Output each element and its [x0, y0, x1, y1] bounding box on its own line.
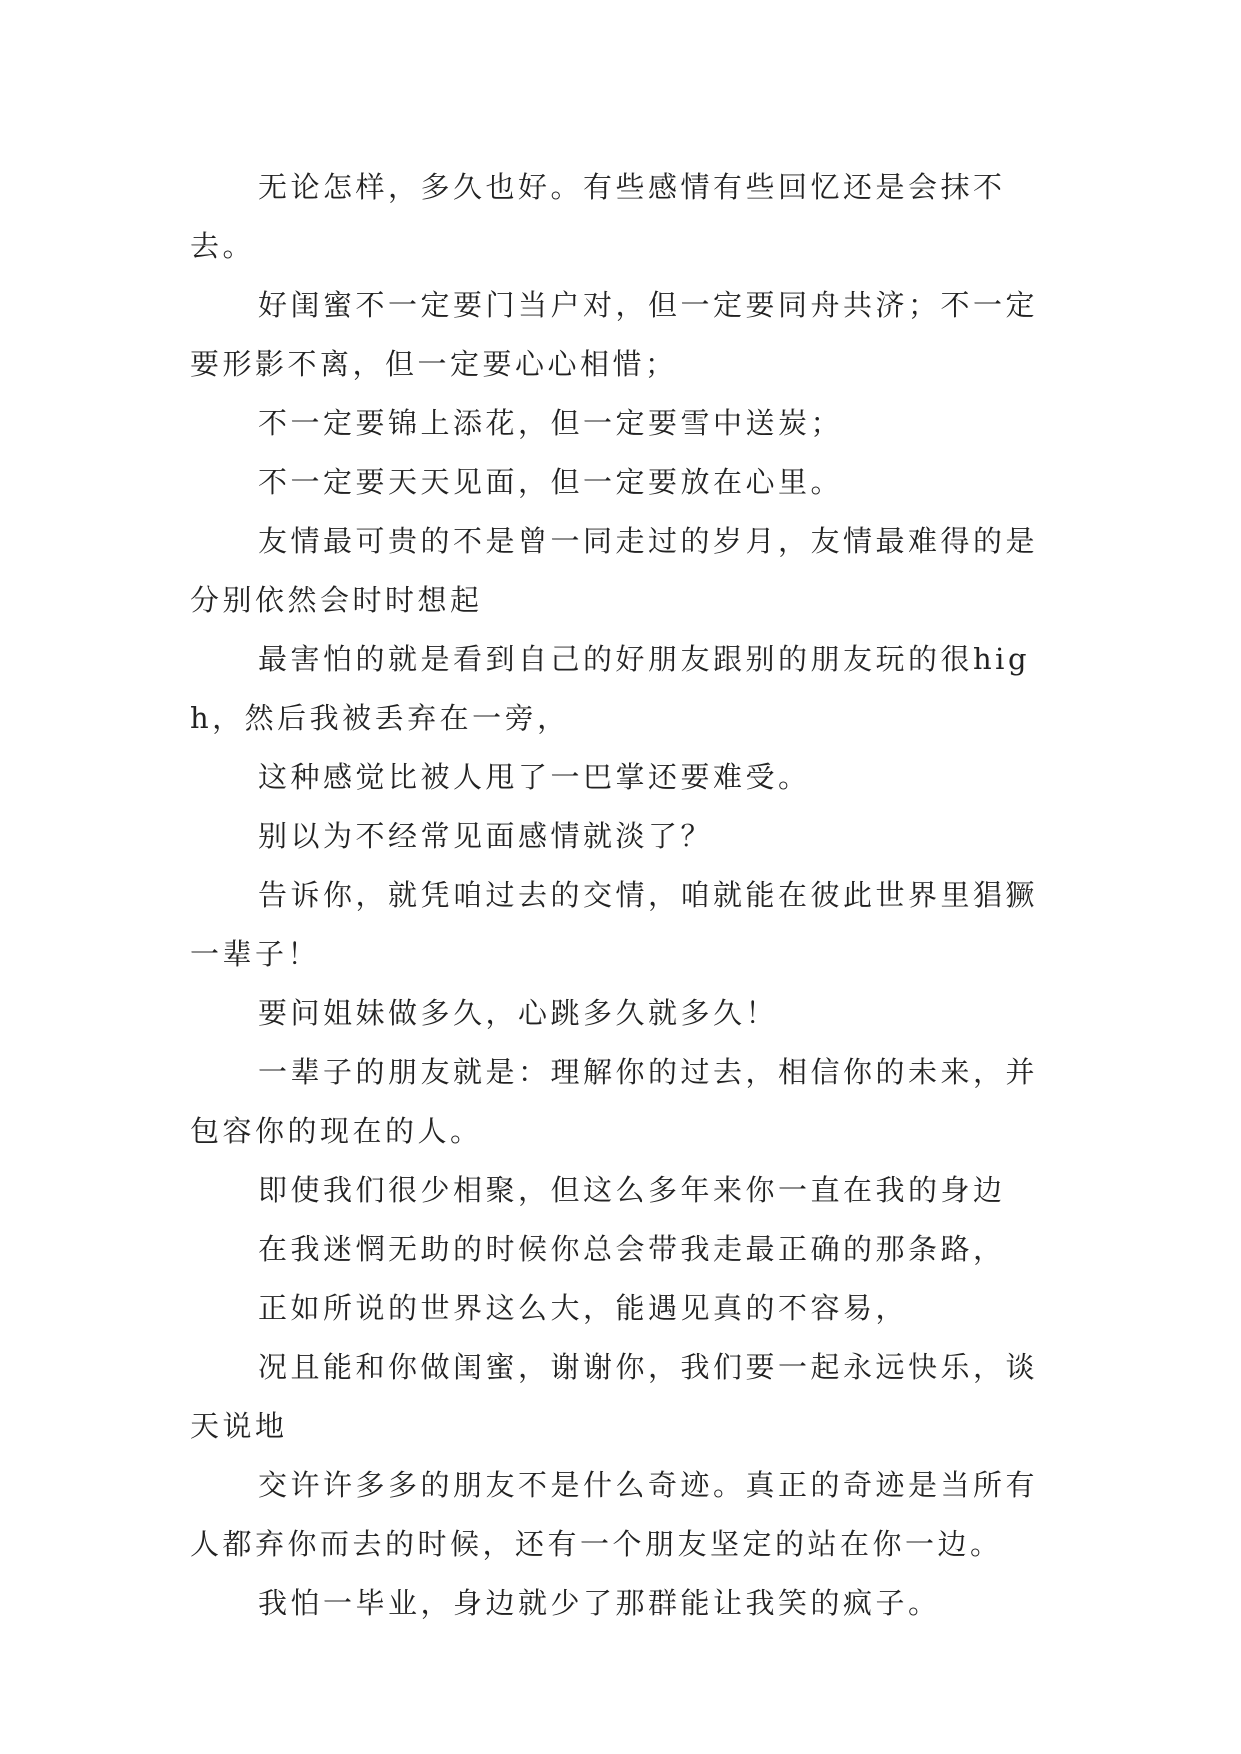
- paragraph: 要问姐妹做多久，心跳多久就多久！: [258, 996, 779, 1030]
- paragraph: 告诉你，就凭咱过去的交情，咱就能在彼此世界里猖獗一辈子！: [190, 878, 1039, 971]
- paragraph: 即使我们很少相聚，但这么多年来你一直在我的身边: [258, 1173, 1006, 1207]
- paragraph: 最害怕的就是看到自己的好朋友跟别的朋友玩的很high，然后我被丢弃在一旁，: [190, 642, 1031, 735]
- paragraph: 好闺蜜不一定要门当户对，但一定要同舟共济；不一定要形影不离，但一定要心心相惜；: [190, 288, 1039, 381]
- paragraph: 正如所说的世界这么大，能遇见真的不容易，: [258, 1291, 909, 1325]
- paragraph: 无论怎样，多久也好。有些感情有些回忆还是会抹不去。: [190, 170, 1006, 263]
- paragraph: 这种感觉比被人甩了一巴掌还要难受。: [258, 760, 811, 794]
- paragraph: 一辈子的朋友就是：理解你的过去，相信你的未来，并包容你的现在的人。: [190, 1055, 1039, 1148]
- paragraph: 况且能和你做闺蜜，谢谢你，我们要一起永远快乐，谈天说地: [190, 1350, 1039, 1443]
- paragraph: 友情最可贵的不是曾一同走过的岁月，友情最难得的是分别依然会时时想起: [190, 524, 1039, 617]
- paragraph: 不一定要锦上添花，但一定要雪中送炭；: [258, 406, 844, 440]
- paragraph: 在我迷惘无助的时候你总会带我走最正确的那条路，: [258, 1232, 1006, 1266]
- paragraph: 交许许多多的朋友不是什么奇迹。真正的奇迹是当所有人都弃你而去的时候，还有一个朋友坚定的站在你一边。: [190, 1468, 1039, 1561]
- paragraph: 不一定要天天见面，但一定要放在心里。: [258, 465, 844, 499]
- paragraph: 别以为不经常见面感情就淡了？: [258, 819, 714, 853]
- document-body: [190, 158, 1060, 1633]
- paragraph: 我怕一毕业，身边就少了那群能让我笑的疯子。: [258, 1586, 941, 1620]
